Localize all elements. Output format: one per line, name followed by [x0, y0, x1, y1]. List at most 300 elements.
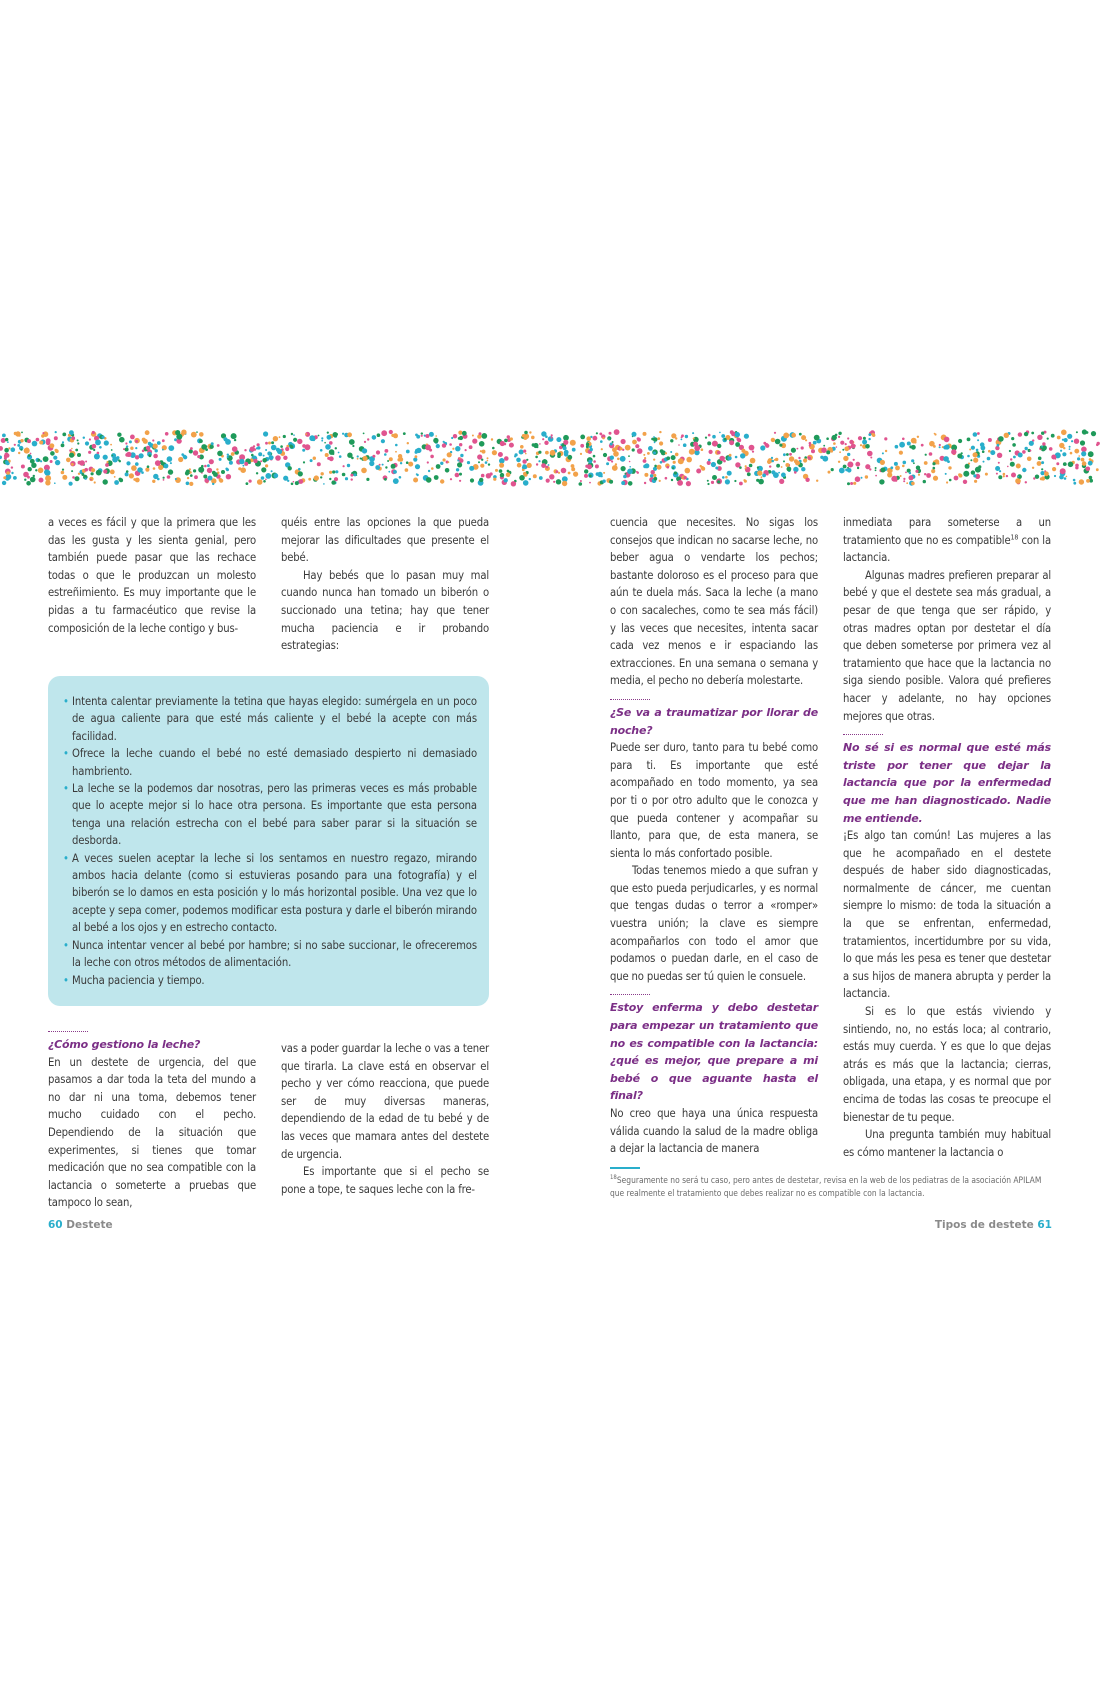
- confetti-dot: [725, 479, 730, 484]
- confetti-dot: [459, 443, 462, 446]
- confetti-dot: [492, 450, 497, 455]
- confetti-dot: [216, 468, 218, 470]
- confetti-dot: [1070, 452, 1073, 455]
- confetti-dot: [186, 482, 190, 486]
- confetti-dot: [686, 457, 692, 463]
- confetti-dot: [632, 432, 637, 437]
- confetti-dot: [595, 464, 599, 468]
- confetti-dot: [436, 464, 441, 469]
- confetti-dot: [813, 441, 817, 445]
- confetti-dot: [103, 479, 108, 484]
- confetti-dot: [304, 444, 310, 450]
- confetti-dot: [269, 455, 274, 460]
- confetti-dot: [946, 481, 948, 483]
- confetti-dot: [389, 430, 393, 434]
- confetti-dot: [1081, 451, 1086, 456]
- confetti-dot: [254, 448, 257, 451]
- confetti-dot: [544, 459, 546, 461]
- confetti-dot: [472, 435, 474, 437]
- confetti-dot: [472, 439, 477, 444]
- confetti-dot: [212, 483, 214, 485]
- confetti-dot: [14, 444, 16, 446]
- confetti-dot: [943, 456, 949, 462]
- confetti-dot: [114, 480, 119, 485]
- confetti-dot: [997, 444, 1000, 447]
- confetti-dot: [701, 448, 704, 451]
- confetti-dot: [397, 458, 400, 461]
- confetti-dot: [499, 458, 505, 464]
- confetti-dot: [890, 466, 893, 469]
- confetti-dot: [791, 448, 796, 453]
- confetti-dot: [321, 440, 323, 442]
- confetti-dot: [653, 459, 655, 461]
- confetti-dot: [840, 441, 844, 445]
- confetti-dot: [256, 472, 258, 474]
- confetti-dot: [823, 445, 825, 447]
- confetti-dot: [681, 439, 683, 441]
- confetti-dot: [445, 468, 450, 473]
- confetti-dot: [847, 437, 849, 439]
- confetti-dot: [600, 440, 603, 443]
- confetti-dot: [125, 448, 129, 452]
- confetti-dot: [285, 447, 289, 451]
- confetti-dot: [55, 431, 57, 433]
- confetti-dot: [556, 479, 561, 484]
- confetti-dot: [21, 432, 23, 434]
- confetti-dot: [62, 433, 66, 437]
- paragraph: Es importante que si el pecho se pone a tope, te saques leche con la fre-: [281, 1165, 489, 1196]
- confetti-dot: [434, 475, 439, 480]
- confetti-dot: [372, 435, 377, 440]
- confetti-dot: [659, 480, 661, 482]
- confetti-dot: [870, 457, 872, 459]
- bullet-icon: •: [63, 851, 69, 865]
- confetti-dot: [1041, 461, 1044, 464]
- confetti-dot: [973, 452, 978, 457]
- question-heading: Estoy enferma y debo destetar para empezar un tratamiento que no es compatible con la lactancia: ¿qué es mejor, que prepare a mi bebé o que aguante hasta el final?: [610, 1001, 818, 1103]
- confetti-dot: [90, 479, 92, 481]
- confetti-dot: [544, 441, 548, 445]
- confetti-dot: [291, 433, 293, 435]
- confetti-dot: [750, 458, 756, 464]
- confetti-dot: [987, 457, 991, 461]
- confetti-dot: [50, 451, 55, 456]
- confetti-dot: [44, 469, 49, 474]
- confetti-dot: [541, 463, 546, 468]
- confetti-dot: [674, 471, 677, 474]
- confetti-dot: [850, 482, 853, 485]
- confetti-dot: [175, 478, 177, 480]
- confetti-dot: [457, 462, 462, 467]
- confetti-dot: [1012, 443, 1016, 447]
- tip-item: • Ofrece la leche cuando el bebé no esté demasiado despierto ni demasiado hambriento.: [63, 747, 477, 778]
- paragraph: a veces es fácil y que la primera que les das les gusta y les sienta genial, pero también puede pasar que las rechace todas o que le produzcan un molesto estreñimiento. Es muy importante que le pidas a tu farmacéutico que revise la composición de la leche contigo y bus-: [48, 516, 256, 635]
- confetti-dot: [479, 478, 483, 482]
- confetti-dot: [603, 453, 607, 457]
- confetti-dot: [229, 461, 233, 465]
- confetti-dot: [431, 467, 434, 470]
- confetti-dot: [916, 466, 920, 470]
- confetti-dot: [835, 434, 838, 437]
- confetti-dot: [227, 456, 229, 458]
- confetti-dot: [263, 431, 268, 436]
- confetti-dot: [783, 453, 786, 456]
- confetti-dot: [1096, 468, 1099, 471]
- confetti-dot: [719, 432, 721, 434]
- confetti-dot: [995, 466, 1000, 471]
- confetti-dot: [406, 461, 409, 464]
- confetti-dot: [162, 439, 165, 442]
- confetti-dot: [752, 451, 754, 453]
- confetti-dot: [1037, 461, 1042, 466]
- confetti-dot: [895, 445, 899, 449]
- confetti-dot: [539, 443, 541, 445]
- confetti-dot: [196, 431, 198, 433]
- confetti-dot: [683, 443, 687, 447]
- confetti-dot: [53, 456, 57, 460]
- confetti-dot: [665, 452, 667, 454]
- confetti-dot: [553, 481, 555, 483]
- confetti-dot: [546, 479, 550, 483]
- confetti-dot: [542, 438, 544, 440]
- confetti-dot: [685, 468, 691, 474]
- confetti-dot: [644, 457, 646, 459]
- confetti-dot: [85, 461, 87, 463]
- confetti-dot: [39, 441, 43, 445]
- confetti-dot: [46, 438, 51, 443]
- confetti-dot: [760, 445, 765, 450]
- confetti-dot: [265, 479, 267, 481]
- confetti-dot: [190, 447, 193, 450]
- confetti-dot: [632, 448, 635, 451]
- left-col2-lower: [281, 1040, 489, 1198]
- confetti-dot: [421, 435, 423, 437]
- confetti-dot: [5, 438, 8, 441]
- confetti-dot: [153, 467, 156, 470]
- confetti-dot: [1073, 482, 1076, 485]
- confetti-dot: [129, 473, 134, 478]
- confetti-dot: [1025, 481, 1027, 483]
- confetti-dot: [921, 444, 924, 447]
- confetti-dot: [659, 431, 661, 433]
- confetti-dot: [426, 477, 432, 483]
- confetti-dot: [615, 463, 617, 465]
- confetti-dot: [1067, 434, 1072, 439]
- confetti-dot: [614, 429, 620, 435]
- confetti-dot: [853, 459, 855, 461]
- confetti-dot: [71, 463, 74, 466]
- confetti-dot: [1077, 457, 1080, 460]
- confetti-dot: [61, 444, 65, 448]
- confetti-dot: [293, 438, 297, 442]
- confetti-dot: [271, 470, 273, 472]
- confetti-dot: [329, 471, 332, 474]
- confetti-dot: [295, 481, 299, 485]
- confetti-dot: [535, 456, 538, 459]
- confetti-dot: [899, 451, 903, 455]
- confetti-dot: [579, 482, 583, 486]
- confetti-dot: [15, 431, 20, 436]
- confetti-dot: [157, 441, 161, 445]
- confetti-dot: [549, 474, 554, 479]
- confetti-dot: [1038, 457, 1042, 461]
- confetti-dot: [507, 470, 510, 473]
- confetti-dot: [838, 436, 840, 438]
- confetti-dot: [548, 464, 550, 466]
- confetti-dot: [199, 432, 204, 437]
- confetti-dot: [234, 439, 236, 441]
- confetti-dot: [26, 481, 31, 486]
- confetti-dot: [62, 475, 67, 480]
- question-heading: ¿Se va a traumatizar por llorar de noche?: [610, 705, 818, 737]
- confetti-dot: [735, 456, 738, 459]
- confetti-dot: [707, 441, 711, 445]
- confetti-dot: [176, 434, 182, 440]
- confetti-dot: [119, 437, 125, 443]
- confetti-dot: [1054, 475, 1056, 477]
- confetti-dot: [442, 443, 446, 447]
- confetti-dot: [71, 448, 73, 450]
- confetti-dot: [298, 471, 303, 476]
- confetti-dot: [689, 449, 695, 455]
- confetti-dot: [94, 481, 96, 483]
- confetti-dot: [1047, 438, 1049, 440]
- confetti-dot: [707, 483, 709, 485]
- confetti-dot: [1074, 449, 1079, 454]
- confetti-dot: [1086, 479, 1090, 483]
- confetti-dot: [77, 439, 79, 441]
- paragraph: Todas tenemos miedo a que sufran y que esto pueda perjudicarles, y es normal que tengas dudas o terror a «romper» vuestra unión; la clave es siempre acompañarlos con todo el amor que podamos o puedan darle, en el caso de que no puedas ser tú quien le consuele.: [610, 864, 818, 983]
- confetti-dot: [271, 441, 274, 444]
- confetti-dot: [268, 442, 271, 445]
- confetti-dot: [589, 482, 591, 484]
- confetti-dot: [81, 473, 84, 476]
- confetti-dot: [479, 441, 485, 447]
- confetti-dot: [203, 475, 207, 479]
- confetti-dot: [744, 434, 749, 439]
- confetti-dot: [480, 450, 482, 452]
- confetti-dot: [324, 442, 326, 444]
- confetti-dot: [735, 432, 740, 437]
- confetti-dot: [845, 469, 848, 472]
- confetti-dot: [369, 461, 374, 466]
- confetti-dot: [50, 460, 53, 463]
- confetti-dot: [758, 479, 764, 485]
- confetti-dot: [1052, 467, 1056, 471]
- confetti-dot: [588, 460, 592, 464]
- footnote-text: Seguramente no será tu caso, pero antes de destetar, revisa en la web de los pediatras de la asociación APILAM que realmente el tratamiento que debes realizar no es compatible con la lactancia.: [610, 1175, 1042, 1198]
- confetti-dot: [112, 457, 118, 463]
- confetti-dot: [865, 464, 870, 469]
- confetti-dot: [608, 438, 610, 440]
- confetti-dot: [99, 446, 102, 449]
- confetti-dot: [0, 456, 2, 460]
- confetti-dot: [653, 436, 655, 438]
- confetti-dot: [131, 465, 137, 471]
- confetti-dot: [1004, 433, 1009, 438]
- confetti-dot: [620, 456, 626, 462]
- footnote-ref[interactable]: 18: [1010, 532, 1019, 541]
- confetti-dot: [487, 460, 489, 462]
- confetti-dot: [339, 455, 342, 458]
- confetti-dot: [945, 473, 947, 475]
- confetti-dot: [937, 463, 939, 465]
- confetti-dot: [934, 433, 936, 435]
- confetti-dot: [351, 478, 353, 480]
- confetti-dot: [20, 439, 23, 442]
- confetti-dot: [265, 449, 267, 451]
- confetti-dot: [462, 431, 467, 436]
- footnote-rule: [610, 1167, 640, 1169]
- confetti-dot: [1022, 468, 1026, 472]
- confetti-dot: [643, 432, 647, 436]
- confetti-dot: [672, 467, 674, 469]
- confetti-dot: [712, 435, 716, 439]
- confetti-dot: [1041, 446, 1043, 448]
- confetti-dot: [551, 434, 553, 436]
- confetti-dot: [1003, 473, 1006, 476]
- confetti-dot: [709, 450, 713, 454]
- confetti-dot: [448, 461, 450, 463]
- confetti-dot: [393, 478, 399, 484]
- confetti-dot: [110, 470, 115, 475]
- confetti-dot: [775, 439, 781, 445]
- confetti-dot: [1041, 468, 1043, 470]
- confetti-dot: [480, 464, 484, 468]
- confetti-dot: [903, 461, 907, 465]
- confetti-dot: [363, 433, 365, 435]
- confetti-dot: [744, 480, 747, 483]
- confetti-dot: [855, 476, 861, 482]
- confetti-dot: [69, 430, 74, 435]
- confetti-dot: [894, 462, 898, 466]
- confetti-dot: [11, 466, 13, 468]
- confetti-dot: [500, 473, 504, 477]
- confetti-dot: [909, 445, 912, 448]
- confetti-dot: [39, 478, 44, 483]
- confetti-dot: [257, 443, 260, 446]
- confetti-dot: [671, 455, 676, 460]
- confetti-dot: [805, 478, 809, 482]
- confetti-dot: [219, 458, 222, 461]
- confetti-dot: [231, 433, 237, 439]
- confetti-dot: [92, 431, 95, 434]
- confetti-dot: [20, 449, 22, 451]
- confetti-dot: [997, 453, 1002, 458]
- confetti-dot: [657, 465, 662, 470]
- confetti-dot: [2, 434, 6, 438]
- dotted-separator: [610, 699, 650, 700]
- confetti-dot: [740, 453, 745, 458]
- confetti-dot: [251, 454, 254, 457]
- confetti-dot: [240, 467, 246, 473]
- confetti-dot: [205, 448, 208, 451]
- confetti-dot: [610, 456, 614, 460]
- confetti-dot: [204, 465, 207, 468]
- confetti-dot: [495, 469, 498, 472]
- confetti-dot: [803, 458, 807, 462]
- tip-item: • Intenta calentar previamente la tetina que hayas elegido: sumérgela en un poco de agua caliente para que esté más caliente y el bebé la acepte con más facilidad.: [63, 695, 477, 743]
- confetti-dot: [619, 447, 622, 450]
- confetti-dot: [879, 479, 884, 484]
- confetti-dot: [189, 449, 193, 453]
- confetti-dot: [548, 436, 554, 442]
- tip-item: • La leche se la podemos dar nosotras, pero las primeras veces es más probable que lo acepte mejor si lo hace otra persona. Es importante que esta persona tenga una relación estrecha con el bebé para saber parar si la situación se desborda.: [63, 782, 477, 848]
- confetti-dot: [79, 460, 85, 466]
- confetti-dot: [998, 436, 1004, 442]
- confetti-dot: [32, 441, 38, 447]
- confetti-dot: [1078, 455, 1080, 457]
- confetti-dot: [62, 441, 64, 443]
- confetti-dot: [3, 476, 6, 479]
- confetti-dot: [205, 445, 208, 448]
- confetti-dot: [33, 475, 35, 477]
- confetti-dot: [265, 464, 268, 467]
- confetti-dot: [585, 465, 588, 468]
- confetti-dot: [1040, 471, 1044, 475]
- confetti-dot: [821, 447, 827, 453]
- confetti-dot: [556, 437, 561, 442]
- confetti-dot: [654, 477, 658, 481]
- confetti-dot: [114, 476, 116, 478]
- confetti-dot: [83, 437, 85, 439]
- confetti-dot: [11, 447, 16, 452]
- confetti-dot: [884, 437, 887, 440]
- bullet-icon: •: [63, 938, 69, 952]
- confetti-dot: [37, 459, 40, 462]
- confetti-dot: [599, 433, 602, 436]
- confetti-dot: [596, 432, 598, 434]
- confetti-dot: [799, 433, 802, 436]
- confetti-dot: [1051, 455, 1056, 460]
- confetti-dot: [945, 444, 950, 449]
- confetti-dot: [627, 469, 633, 475]
- confetti-dot: [531, 436, 535, 440]
- confetti-dot: [735, 462, 740, 467]
- confetti-dot: [826, 437, 829, 440]
- confetti-dot: [323, 483, 325, 485]
- confetti-dot: [103, 469, 107, 473]
- confetti-dot: [332, 470, 335, 473]
- confetti-dot: [458, 437, 461, 440]
- confetti-dot: [1018, 432, 1022, 436]
- confetti-dot: [499, 463, 504, 468]
- confetti-dot: [93, 449, 95, 451]
- confetti-dot: [632, 440, 637, 445]
- confetti-dot: [314, 475, 319, 480]
- confetti-dot: [678, 458, 684, 464]
- confetti-dot: [478, 461, 480, 463]
- confetti-dot: [198, 467, 204, 473]
- confetti-dot: [486, 473, 491, 478]
- confetti-dot: [787, 434, 790, 437]
- confetti-dot: [801, 435, 806, 440]
- confetti-dot: [808, 457, 811, 460]
- confetti-dot: [606, 462, 609, 465]
- confetti-dot: [302, 449, 305, 452]
- confetti-dot: [602, 437, 604, 439]
- confetti-dot: [381, 430, 387, 436]
- confetti-dot: [130, 447, 133, 450]
- confetti-dot: [384, 453, 387, 456]
- confetti-dot: [395, 451, 397, 453]
- confetti-dot: [1071, 440, 1073, 442]
- confetti-dot: [415, 455, 418, 458]
- confetti-dot: [226, 474, 231, 479]
- confetti-dot: [988, 450, 991, 453]
- confetti-dot: [701, 466, 705, 470]
- confetti-dot: [1051, 434, 1055, 438]
